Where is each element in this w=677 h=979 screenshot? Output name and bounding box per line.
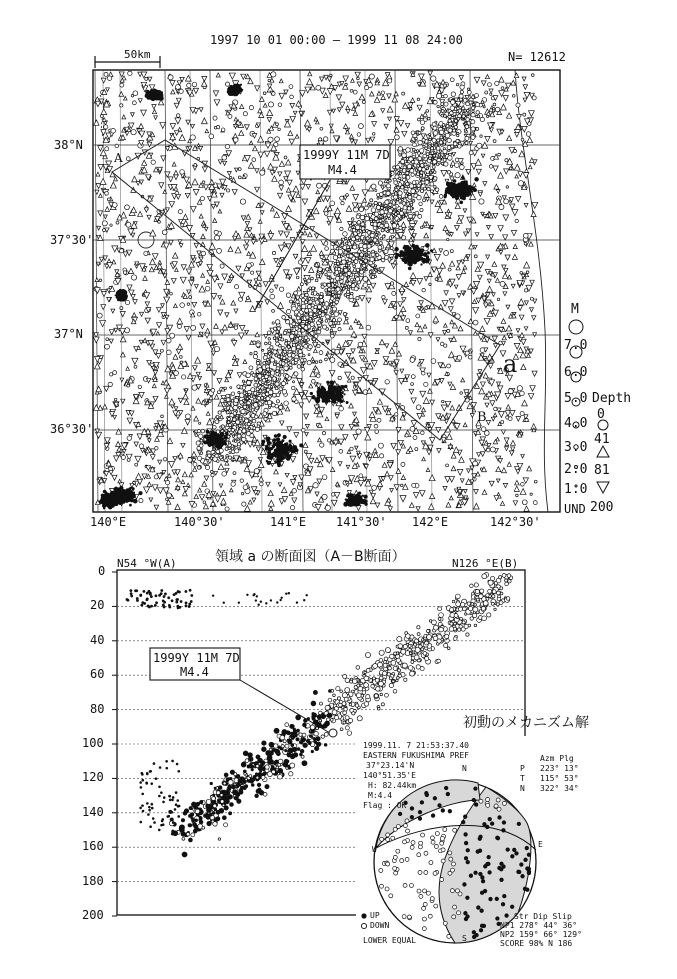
lat-label-37: 37°N [54, 327, 83, 341]
mechanism-down-label: DOWN [370, 921, 390, 930]
mechanism-slip-header: Str Dip Slip [514, 912, 572, 921]
axis-p-value: 223° 13° [540, 764, 579, 773]
compass-east: E [538, 840, 543, 849]
compass-south: S [462, 934, 467, 943]
depth-41: 41 [594, 432, 610, 447]
mechanism-info-2: 37°23.14'N [366, 761, 415, 770]
lon-label-142-30: 142°30' [490, 515, 541, 529]
depth-tick-100: 100 [82, 736, 104, 750]
depth-legend-title: Depth [592, 391, 632, 406]
depth-tick-200: 200 [82, 908, 104, 922]
magnitude-legend-title: M [571, 302, 579, 317]
section-depth-ticks [112, 572, 117, 916]
mechanism-info-1: EASTERN FUKUSHIMA PREF [363, 751, 469, 760]
section-callout-line1: 1999Y 11M 7D [153, 651, 240, 665]
lon-label-141-30: 141°30' [336, 515, 387, 529]
mechanism-title: 初動のメカニズム解 [463, 715, 589, 731]
depth-tick-160: 160 [82, 839, 104, 854]
compass-west: W [372, 845, 377, 854]
section-callout-line2: M4.4 [180, 665, 209, 679]
lon-label-140-30: 140°30' [174, 515, 225, 529]
section-right-azimuth: N126 °E(B) [452, 557, 519, 570]
mechanism-down-symbol [361, 923, 366, 928]
magnitude-6: 6.0 [564, 365, 588, 380]
profile-start-label: A [114, 151, 123, 165]
axis-p-name: P [520, 764, 525, 773]
event-count: N= 12612 [508, 50, 566, 64]
map-period-title: 1997 10 01 00:00 — 1999 11 08 24:00 [210, 33, 463, 47]
magnitude-1: 1.0 [564, 482, 588, 497]
magnitude-4: 4.0 [564, 416, 588, 431]
lon-label-142: 142°E [412, 515, 449, 529]
depth-tick-140: 140 [82, 804, 104, 819]
depth-tick-180: 180 [82, 873, 104, 888]
section-left-azimuth: N54 °W(A) [117, 557, 177, 570]
depth-tick-40: 40 [90, 632, 105, 647]
depth-legend-symbols [597, 420, 609, 493]
mechanism-info-6: Flag : OK [363, 801, 407, 810]
axis-n-value: 322° 34° [540, 784, 579, 793]
mechanism-np2: NP2 159° 66° 129° [500, 930, 582, 939]
region-a-label: a [503, 350, 518, 378]
mechanism-info-5: M:4.4 [368, 791, 393, 800]
magnitude-2: 2.0 [564, 462, 588, 477]
axis-t-value: 115° 53° [540, 774, 579, 783]
lat-label-37-30: 37°30' [50, 233, 94, 247]
mechanism-projection: LOWER EQUAL [363, 936, 416, 945]
mechanism-info-3: 140°51.35'E [363, 771, 416, 780]
mechanism-info-0: 1999.11. 7 21:53:37.40 [363, 741, 469, 750]
depth-tick-120: 120 [82, 770, 104, 785]
compass-north: N [462, 764, 467, 773]
magnitude-3: 3.0 [564, 440, 588, 455]
lat-label-38: 38°N [54, 138, 83, 152]
profile-end-label: B [477, 410, 487, 425]
map-callout-line1: 1999Y 11M 7D [303, 148, 390, 162]
scale-bar [95, 56, 160, 68]
depth-tick-0: 0 [98, 564, 106, 578]
mechanism-info-4: H: 82.44km [368, 781, 417, 790]
mechanism-score: SCORE 98% N 186 [500, 939, 573, 948]
scale-bar-label: 50km [124, 48, 151, 61]
depth-tick-60: 60 [90, 667, 105, 682]
mechanism-up-symbol [361, 913, 366, 918]
lon-label-141: 141°E [270, 515, 307, 529]
depth-81: 81 [594, 463, 610, 478]
depth-tick-80: 80 [90, 701, 105, 716]
depth-200: 200 [590, 500, 614, 515]
mechanism-axes-header: Azm Plg [540, 754, 574, 763]
section-title: 領域 a の断面図（A－B断面） [215, 549, 406, 565]
mechanism-np1: NP1 278° 44° 36° [500, 921, 578, 930]
lat-label-36-30: 36°30' [50, 422, 94, 436]
axis-n-name: N [520, 784, 525, 793]
axis-t-name: T [520, 774, 525, 783]
mechanism-up-label: UP [370, 911, 380, 920]
depth-0: 0 [597, 407, 605, 422]
map-callout-line2: M4.4 [328, 163, 357, 177]
depth-tick-20: 20 [90, 598, 105, 613]
magnitude-7: 7.0 [564, 338, 588, 353]
magnitude-und: UND [564, 502, 586, 516]
magnitude-5: 5.0 [564, 391, 588, 406]
lon-label-140: 140°E [90, 515, 127, 529]
